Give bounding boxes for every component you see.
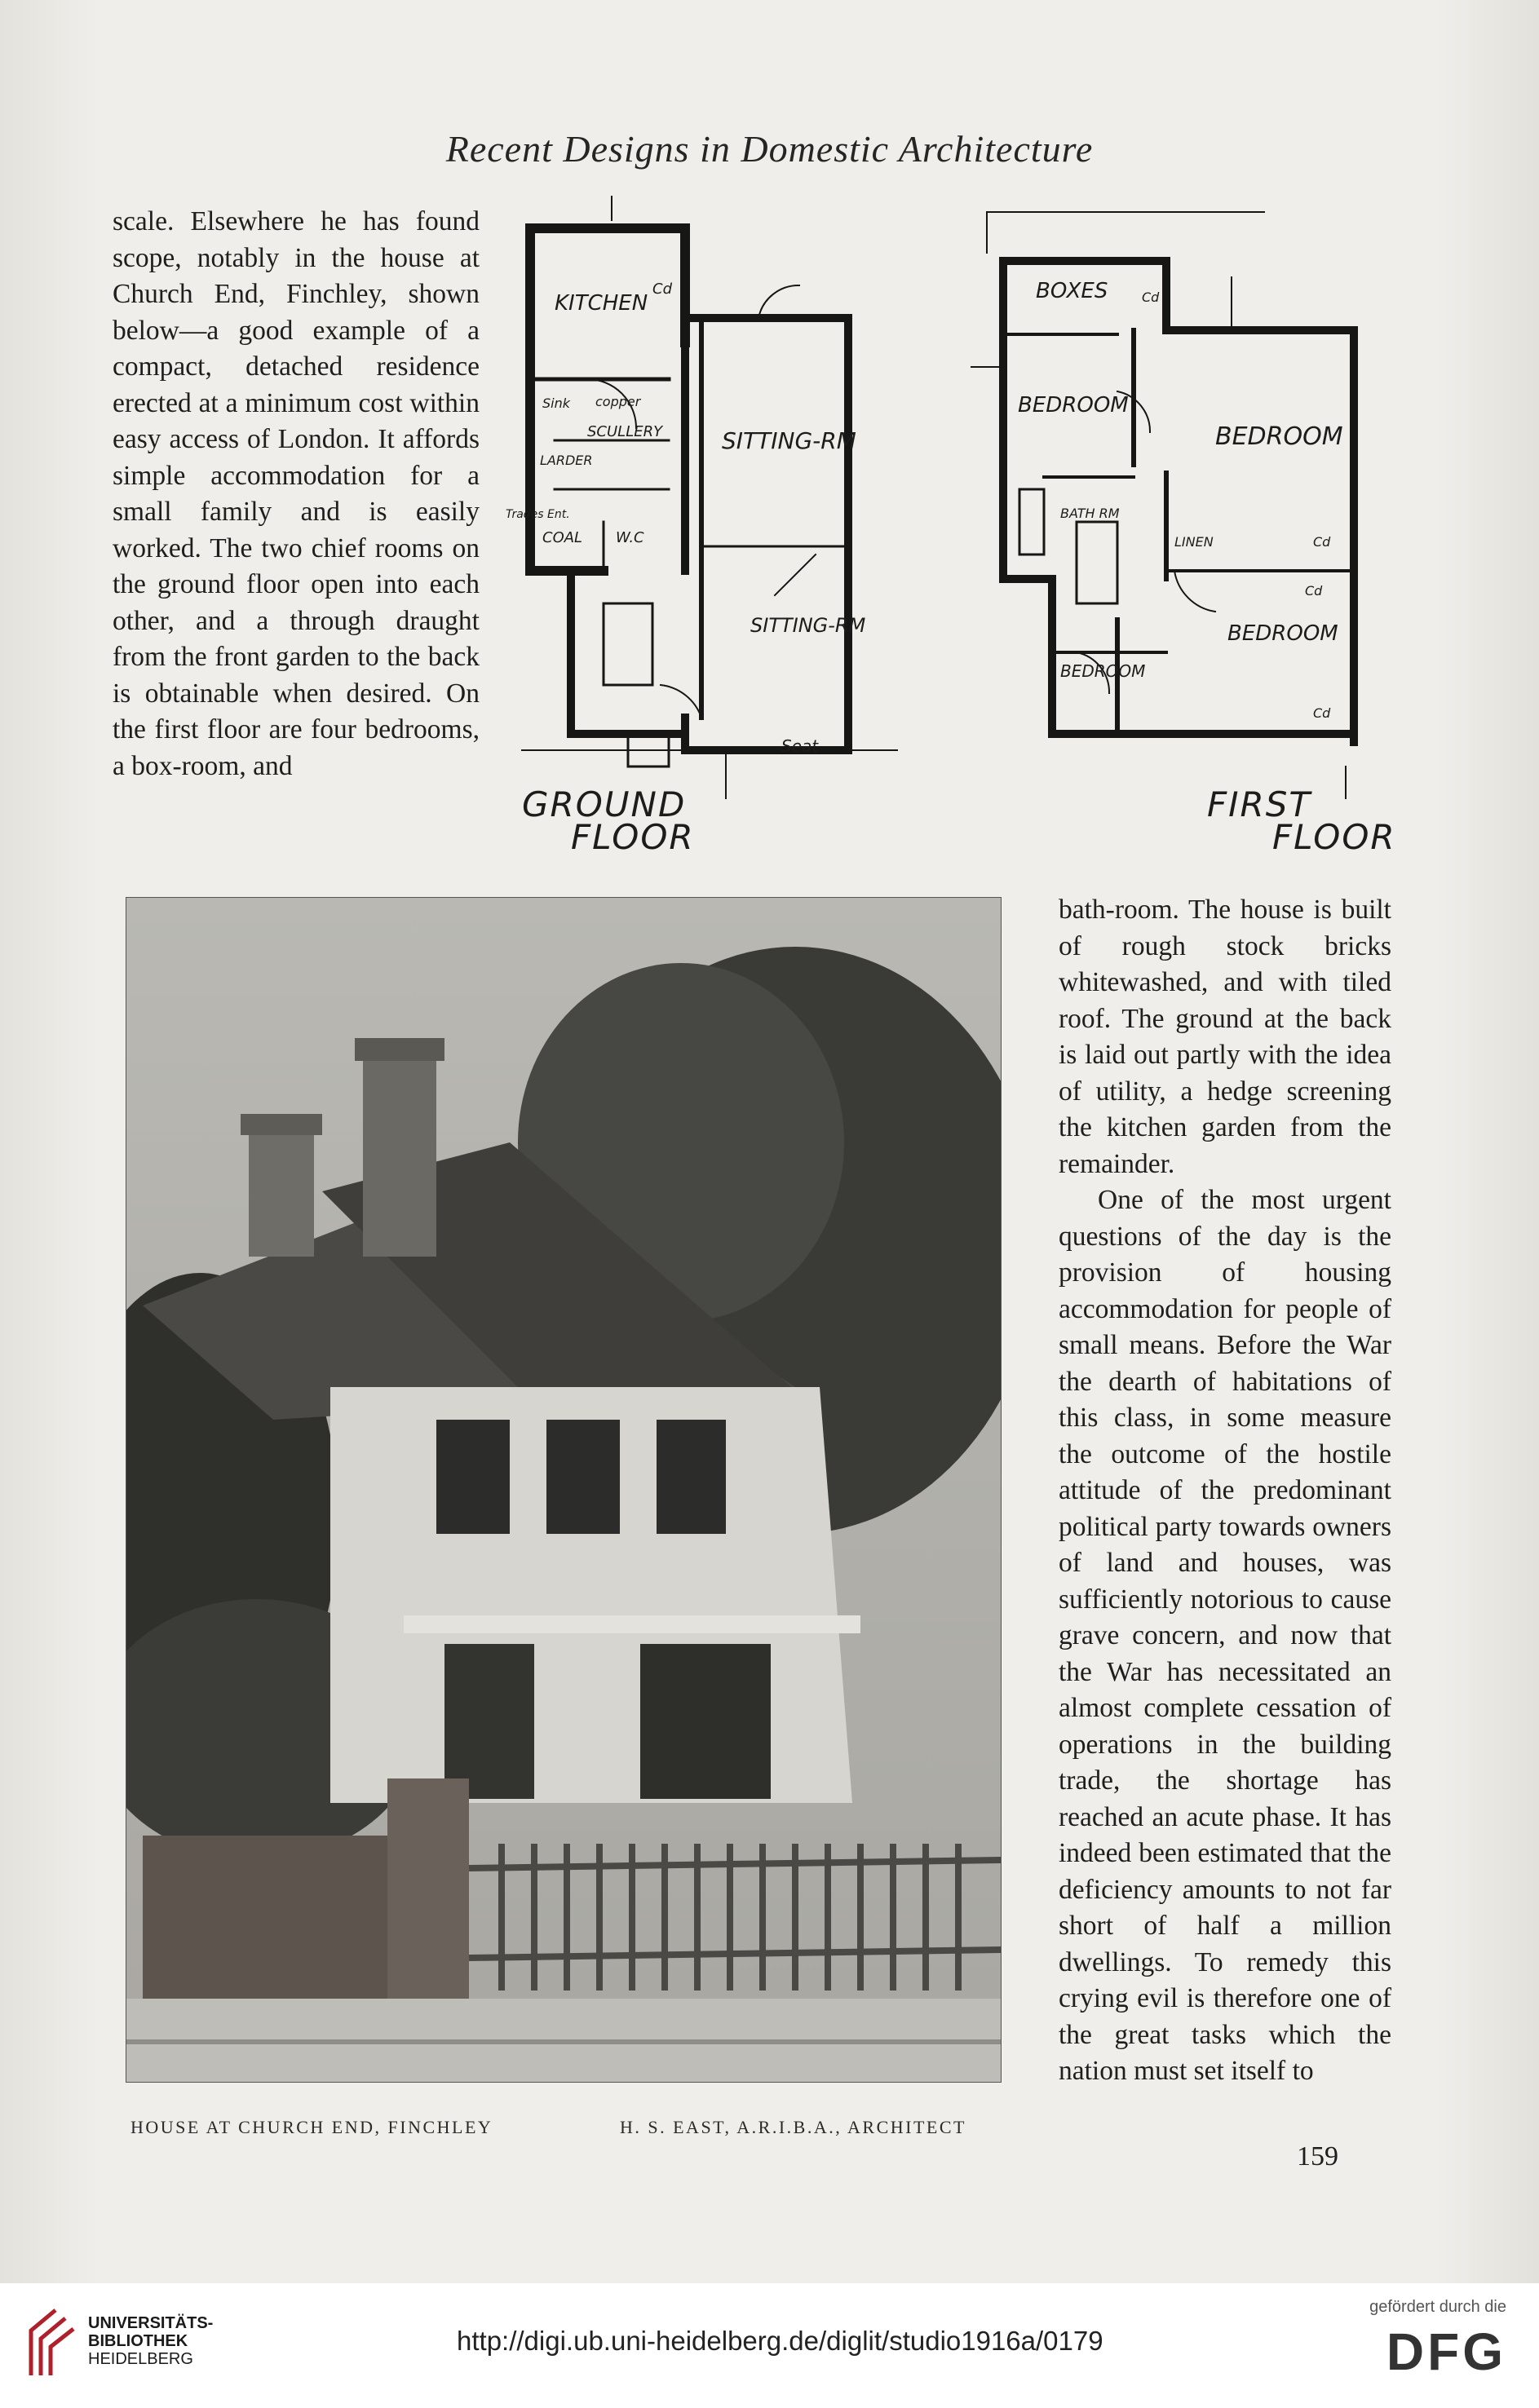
room-bedroom-2: BEDROOM [1215, 422, 1343, 451]
room-cd-3: Cd [1305, 583, 1323, 599]
room-kitchen: KITCHEN [555, 291, 648, 316]
room-boxes: BOXES [1036, 279, 1108, 303]
room-cd-1: Cd [1142, 289, 1160, 305]
room-linen: LINEN [1174, 534, 1214, 550]
room-cd-2: Cd [1313, 534, 1331, 550]
page-number: 159 [1297, 2141, 1338, 2172]
library-name-line: BIBLIOTHEK [88, 2332, 188, 2350]
room-larder: LARDER [540, 453, 593, 468]
room-sitting-1: SITTING-RM [722, 427, 856, 454]
paragraph: scale. Elsewhere he has found scope, notably in the house at Church End, Finchley, shown below—a good example of a compact, detached residence erected at a minimum cost within easy access of London. It affords simple accommodation for a small family and is easily worked. The two chief rooms on the ground floor open into each other, and a through draught from the front garden to the back is obtainable when desired. On the first floor are four bedrooms, a box-room, and [113, 206, 480, 781]
running-title: Recent Designs in Domestic Architecture [445, 128, 1094, 170]
room-coal: COAL [542, 529, 583, 546]
library-name [88, 2314, 213, 2368]
left-text-column [113, 204, 480, 784]
room-bedroom-3: BEDROOM [1227, 621, 1338, 646]
room-cupboard: Cd [652, 281, 672, 298]
house-photograph-drawing [126, 898, 1001, 2082]
right-text-column [1059, 892, 1391, 2090]
photo-caption-right: H. S. EAST, A.R.I.B.A., ARCHITECT [620, 2117, 966, 2137]
room-bedroom-1: BEDROOM [1018, 393, 1129, 418]
house-photograph [126, 897, 1002, 2083]
funder [1369, 2298, 1506, 2382]
room-seat: Seat [781, 736, 819, 756]
room-copper: copper [595, 394, 641, 409]
ground-floor-plan [506, 196, 913, 799]
library-name-line: HEIDELBERG [88, 2350, 193, 2368]
room-trades-entrance: Trades Ent. [506, 508, 570, 521]
first-floor-label-line2: FLOOR [1272, 817, 1396, 857]
footer-banner [0, 2283, 1539, 2408]
room-bath: BATH RM [1060, 506, 1120, 521]
library-name-line: UNIVERSITÄTS- [88, 2314, 214, 2332]
room-sink: Sink [542, 395, 571, 411]
room-wc: W.C [616, 529, 644, 546]
ground-floor-label-line2: FLOOR [571, 817, 695, 857]
room-scullery: SCULLERY [587, 423, 663, 440]
first-floor-label-line1: FIRST [1207, 784, 1312, 824]
paragraph: bath-room. The house is built of rough stock bricks whitewashed, and with tiled roof. The ground at the back is laid out partly with the idea of utility, a hedge screening the kitchen garden from the remainder. [1059, 895, 1391, 1179]
funded-by-text: gefördert durch die [1369, 2298, 1506, 2316]
ground-floor-drawing [506, 196, 913, 799]
source-url-link[interactable]: http://digi.ub.uni-heidelberg.de/diglit/studio1916a/0179 [457, 2326, 1103, 2356]
first-floor-drawing [971, 196, 1362, 799]
photo-caption-left: HOUSE AT CHURCH END, FINCHLEY [130, 2117, 493, 2137]
paragraph: One of the most urgent questions of the day is the provision of housing accommodation for people of small means. Before the War the dearth of habitations of this class, in some measure the outcome of the hostile attitude of the predominant political party towards owners of land and houses, was sufficiently notorious to cause grave concern, and now that the War has necessitated an almost complete cessation of operations in the building trade, the shortage has reached an acute phase. It has indeed been estimated that the deficiency amounts to not far short of half a million dwellings. To remedy this crying evil is therefore one of the great tasks which the nation must set itself to [1059, 1185, 1391, 2086]
ground-floor-label-line1: GROUND [522, 784, 687, 824]
dfg-logo: DFG [1386, 2322, 1506, 2381]
room-bedroom-4: BEDROOM [1060, 661, 1146, 681]
room-sitting-2: SITTING-RM [750, 614, 866, 637]
room-cd-4: Cd [1313, 705, 1331, 721]
library-logo-icon [23, 2306, 75, 2379]
first-floor-plan [971, 196, 1362, 799]
